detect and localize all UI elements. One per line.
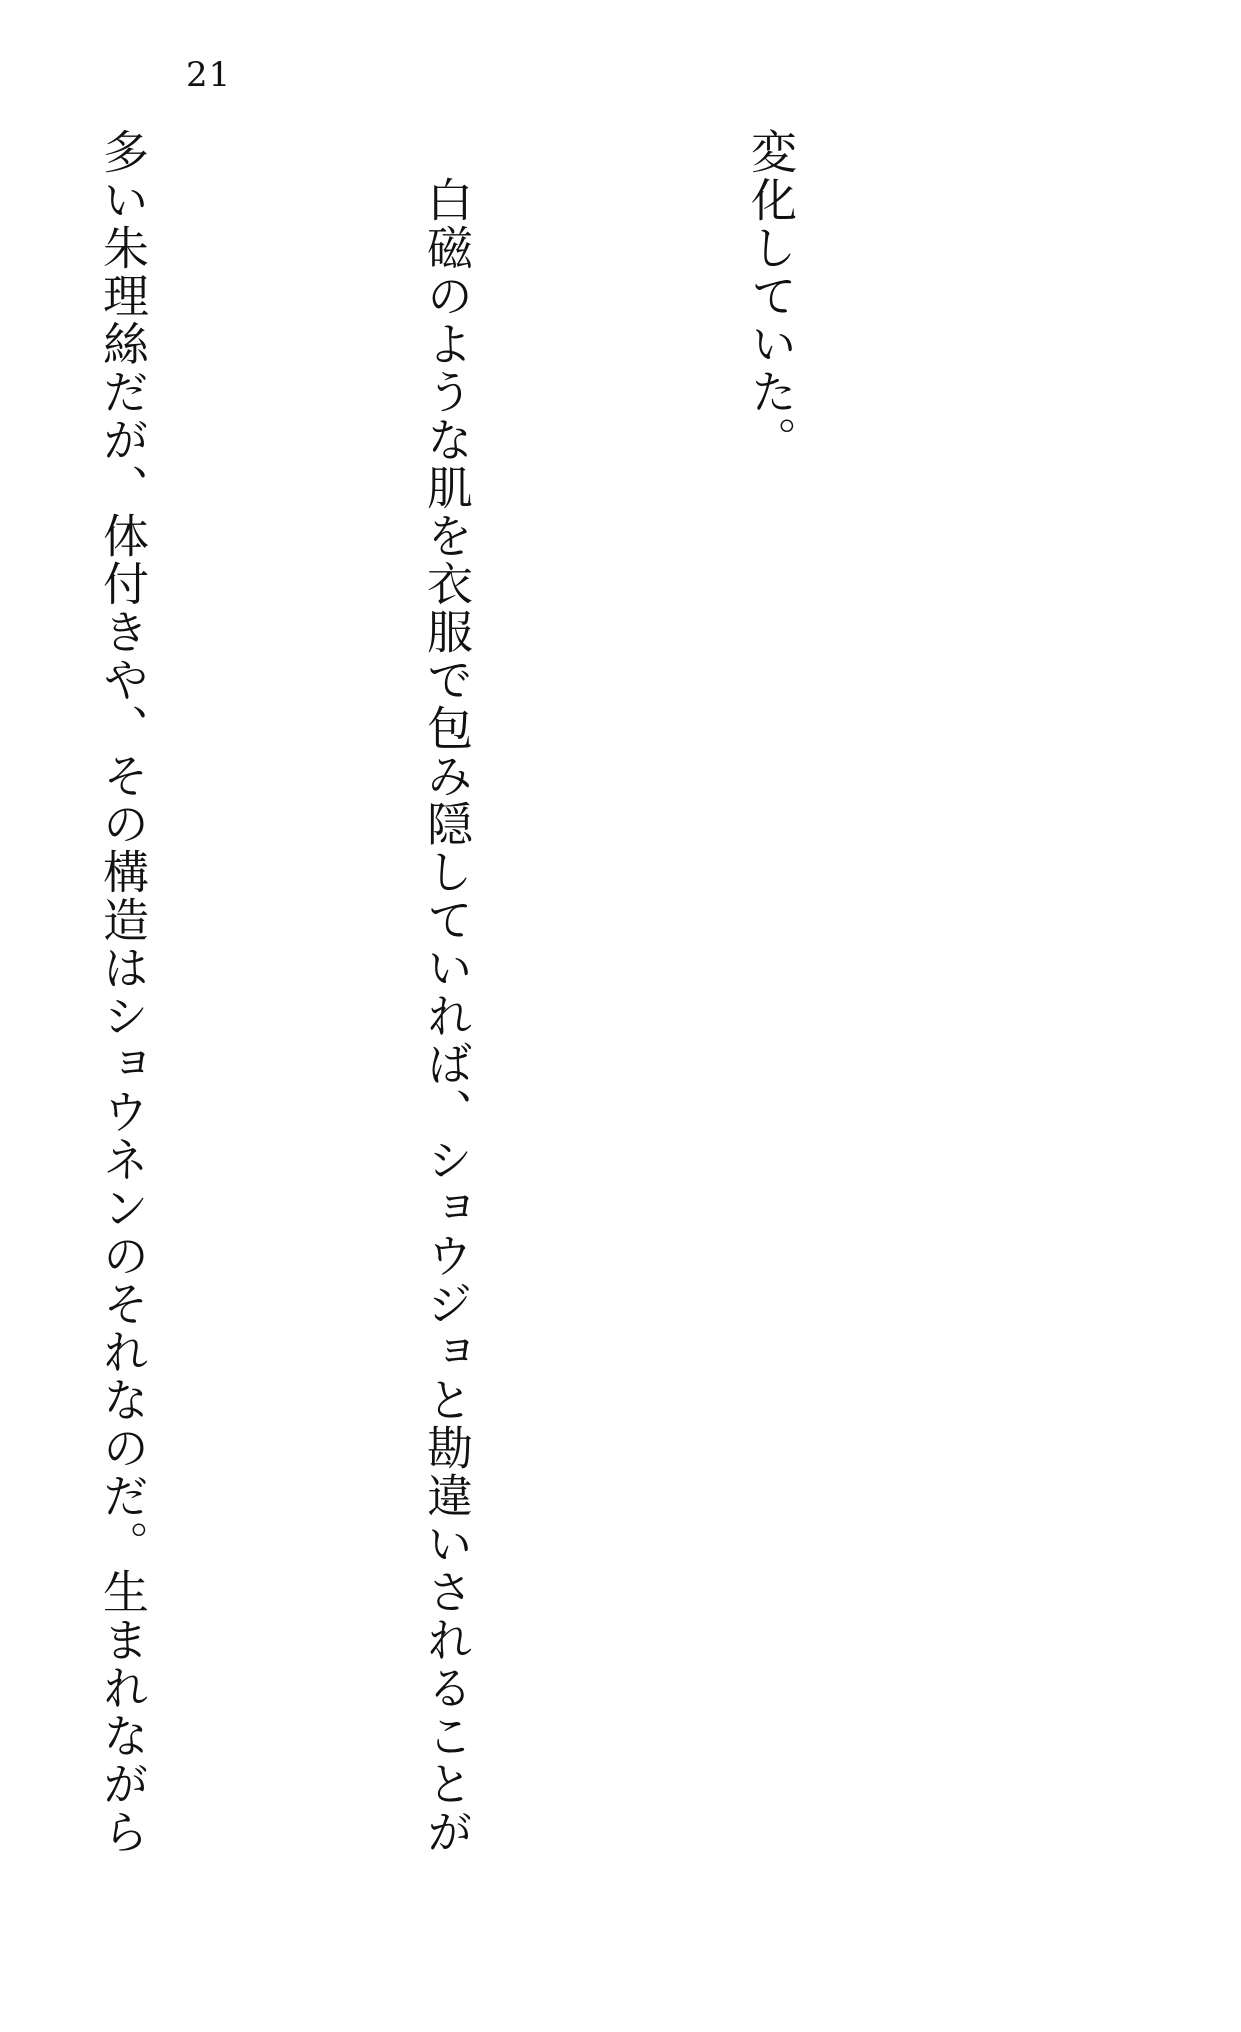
text-line: 多い朱理絲だが、体付きや、その構造はショウネンのそれなのだ。生まれながら bbox=[96, 128, 150, 1856]
text-line: 白磁のような肌を衣服で包み隠していれば、ショウジョと勘違いされることが bbox=[420, 128, 474, 1856]
page-number: 21 bbox=[186, 55, 232, 95]
vertical-text-body bbox=[0, 128, 1041, 1856]
text-line: 変化していた。 bbox=[744, 128, 798, 464]
